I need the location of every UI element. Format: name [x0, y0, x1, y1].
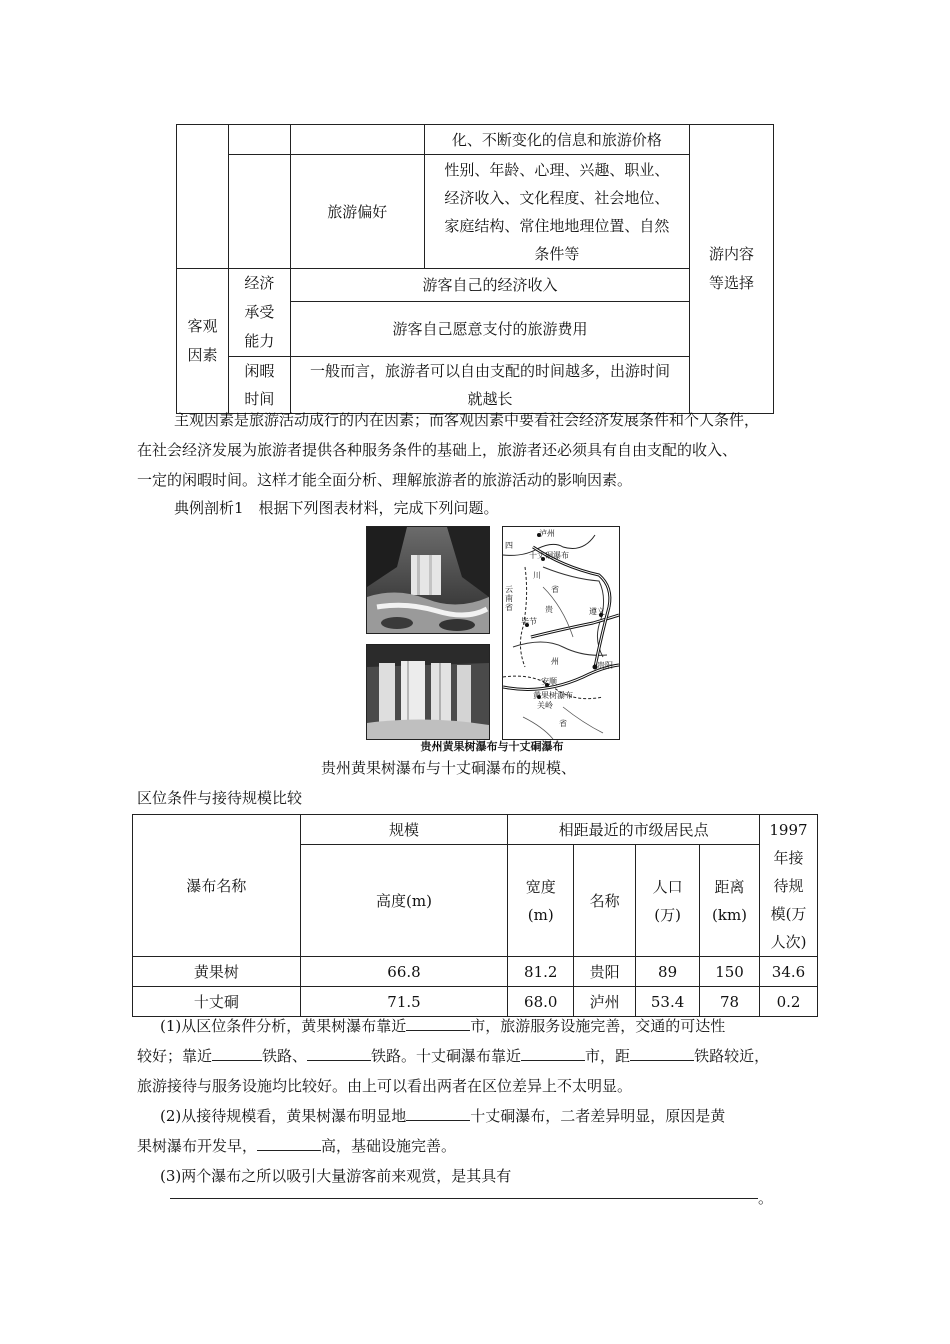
table1-right-column: 游内容等选择: [690, 125, 774, 414]
table2-header-1997-line: 模(万: [770, 904, 807, 923]
waterfall-photo-huangguoshu: [366, 644, 490, 740]
table2-cell-distance: 78: [700, 987, 760, 1017]
map-label-shizhang: 十丈硐瀑布: [529, 551, 569, 560]
map-label-bijie: 毕节: [521, 617, 537, 626]
waterfall-photo-shizhang: [366, 526, 490, 634]
question-text: (2)从接待规模看，黄果树瀑布明显地: [160, 1107, 407, 1125]
question-text: 较好；靠近: [137, 1047, 213, 1065]
table1-leisure-text: 一般而言，旅游者可以自由支配的时间越多，出游时间就越长: [290, 357, 689, 414]
table2-header-population: [636, 845, 700, 957]
question-text: 十丈硐瀑布，二者差异明显，原因是黄: [470, 1107, 726, 1125]
table2-header-cityname: 名称: [574, 845, 636, 957]
table2-header-1997-line: 人次): [770, 932, 807, 951]
table2-cell-height: 66.8: [300, 957, 508, 987]
question-text: 市，距: [585, 1047, 631, 1065]
table2-header-width-line: 宽度: [525, 877, 556, 896]
factors-table: [176, 124, 774, 414]
table1-price-info-cell: 化、不断变化的信息和旅游价格: [424, 125, 689, 155]
example-intro: 典例剖析1 根据下列图表材料，完成下列问题。: [174, 499, 499, 517]
table1-preference-label: 旅游偏好: [290, 155, 424, 269]
question-1-line-1: [160, 1012, 725, 1040]
table2-header-1997-line: 年接: [773, 848, 804, 867]
table1-leisure-label: 闲暇时间: [228, 357, 290, 414]
map-label-chuan: 川: [533, 571, 541, 580]
table2-cell-population: 89: [636, 957, 700, 987]
paragraph-line-2: 在社会经济发展为旅游者提供各种服务条件的基础上，旅游者还必须具有自由支配的收入、: [137, 441, 738, 459]
paragraph-line-3: 一定的闲暇时间。这样才能全面分析、理解旅游者的旅游活动的影响因素。: [137, 471, 633, 489]
table1-economic-income: 游客自己的经济收入: [290, 269, 689, 302]
table2-cell-width: 68.0: [508, 987, 574, 1017]
question-text: 市，旅游服务设施完善，交通的可达性: [470, 1017, 726, 1035]
table2-cell-distance: 150: [700, 957, 760, 987]
map-label-gui: 贵: [545, 605, 553, 614]
table1-preference-text: 性别、年龄、心理、兴趣、职业、经济收入、文化程度、社会地位、家庭结构、常住地地理位置、自然条件等: [424, 155, 689, 269]
table2-title-line-1: 贵州黄果树瀑布与十丈硐瀑布的规模、: [321, 759, 577, 777]
map-label-guanling: 关岭: [537, 701, 553, 710]
map-label-huangguoshu: 黄果树瀑布: [533, 691, 573, 700]
question-text: 铁路。十丈硐瀑布靠近: [371, 1047, 522, 1065]
answer-blank[interactable]: [212, 1044, 262, 1061]
answer-line[interactable]: [170, 1198, 758, 1199]
answer-blank[interactable]: [630, 1044, 694, 1061]
question-1-line-3: 旅游接待与服务设施均比较好。由上可以看出两者在区位差异上不太明显。: [137, 1077, 633, 1095]
table1-objective-label: 客观因素: [177, 269, 229, 414]
table1-empty-cell: [228, 155, 290, 269]
waterfall-comparison-table: [132, 814, 818, 1017]
figure-caption: 贵州黄果树瀑布与十丈硐瀑布: [420, 740, 564, 753]
paragraph-line-1: 主观因素是旅游活动成行的内在因素；而客观因素中要看社会经济发展条件和个人条件，: [174, 411, 760, 429]
table2-header-scale: 规模: [300, 815, 508, 845]
question-2-line-2: [137, 1132, 456, 1160]
table2-cell-width: 81.2: [508, 957, 574, 987]
question-text: 果树瀑布开发早，: [137, 1137, 258, 1155]
question-text: (1)从区位条件分析，黄果树瀑布靠近: [160, 1017, 407, 1035]
question-text: 铁路较近，: [694, 1047, 770, 1065]
question-text: 铁路、: [262, 1047, 308, 1065]
answer-blank[interactable]: [406, 1104, 470, 1121]
guizhou-map: [502, 526, 620, 740]
table2-cell-visits: 0.2: [759, 987, 817, 1017]
table2-cell-city: 贵阳: [574, 957, 636, 987]
table2-cell-height: 71.5: [300, 987, 508, 1017]
table2-cell-city: 泸州: [574, 987, 636, 1017]
table2-cell-name: 十丈硐: [133, 987, 301, 1017]
table2-header-1997-line: 待规: [773, 876, 804, 895]
table2-header-width-line: (m): [527, 905, 554, 924]
table-row: [133, 957, 818, 987]
map-label-sheng1: 省: [551, 585, 559, 594]
map-label-yunnan: 云南省: [505, 585, 513, 612]
table2-cell-name: 黄果树: [133, 957, 301, 987]
answer-blank[interactable]: [307, 1044, 371, 1061]
table2-header-distance-line: 距离: [714, 877, 745, 896]
table2-header-population-line: (万): [654, 905, 681, 924]
map-label-luzhou: 泸州: [539, 529, 555, 538]
table2-cell-population: 53.4: [636, 987, 700, 1017]
question-3-end: 。: [758, 1189, 774, 1207]
table2-header-1997: [759, 815, 817, 957]
answer-blank[interactable]: [406, 1014, 470, 1031]
map-label-zunyi: 遵义: [589, 607, 605, 616]
table2-header-name: 瀑布名称: [133, 815, 301, 957]
map-label-si: 四: [505, 541, 513, 550]
table2-header-height: 高度(m): [300, 845, 508, 957]
answer-blank[interactable]: [257, 1134, 321, 1151]
map-label-sheng2: 省: [559, 719, 567, 728]
map-label-zhou: 州: [551, 657, 559, 666]
table1-empty-cell: [177, 125, 229, 269]
question-2-line-1: [160, 1102, 725, 1130]
table2-header-distance-line: (km): [712, 905, 748, 924]
answer-blank[interactable]: [521, 1044, 585, 1061]
table2-cell-visits: 34.6: [759, 957, 817, 987]
table2-title-line-2: 区位条件与接待规模比较: [137, 789, 303, 807]
table2-header-population-line: 人口: [652, 877, 683, 896]
table2-header-width: [508, 845, 574, 957]
map-label-anshun: 安顺: [541, 677, 557, 686]
map-label-guiyang: 贵阳: [597, 661, 613, 670]
question-1-line-2: [137, 1042, 769, 1070]
table1-economic-spending: 游客自己愿意支付的旅游费用: [290, 302, 689, 357]
question-text: 高，基础设施完善。: [321, 1137, 457, 1155]
table1-empty-cell: [228, 125, 290, 155]
table2-header-1997-line: 1997: [769, 820, 808, 839]
table1-empty-cell: [290, 125, 424, 155]
table2-header-distance: [700, 845, 760, 957]
table1-economic-label: 经济承受能力: [228, 269, 290, 357]
table2-header-city: 相距最近的市级居民点: [508, 815, 760, 845]
question-3-line-1: (3)两个瀑布之所以吸引大量游客前来观赏，是其具有: [160, 1167, 512, 1185]
